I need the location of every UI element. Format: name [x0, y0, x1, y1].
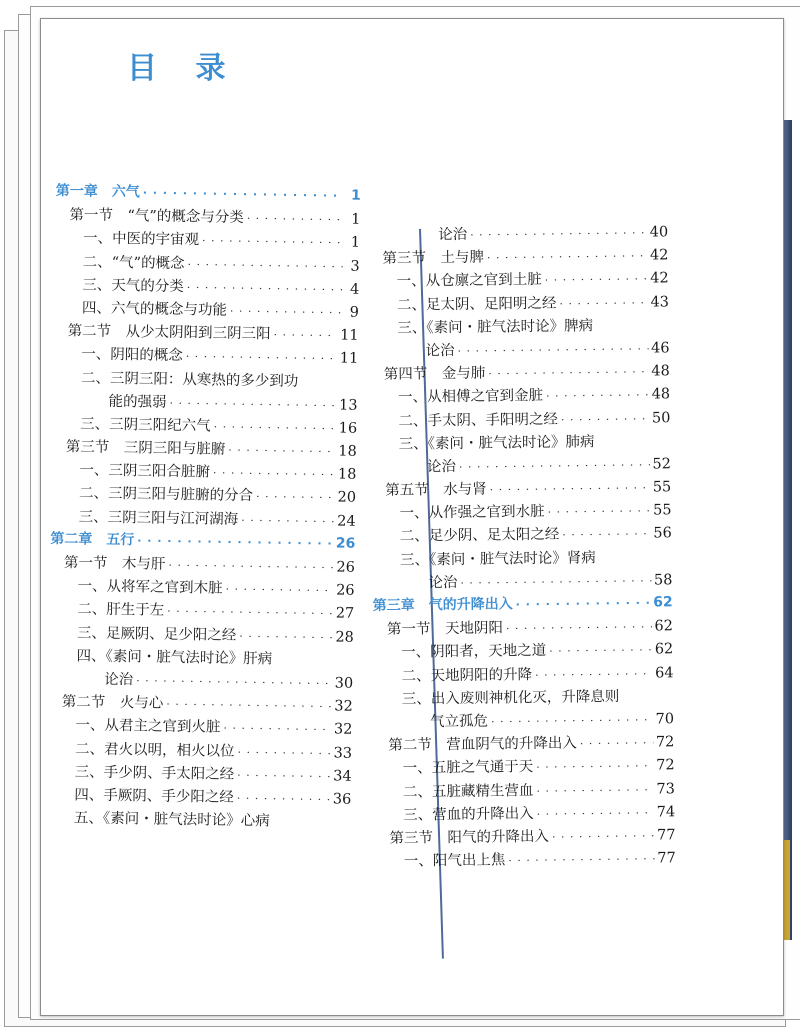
toc-leader-dots [508, 853, 654, 868]
toc-page-number: 28 [335, 629, 354, 646]
toc-entry-title: 四、六气的概念与功能 [81, 300, 228, 319]
toc-page-number: 40 [649, 224, 669, 241]
toc-leader-dots [487, 250, 647, 265]
toc-entry-title: 二、三阴三阳与脏腑的分合 [78, 485, 254, 505]
toc-leader-dots [559, 296, 647, 310]
toc-entry-title: 论治 [104, 671, 134, 689]
toc-entry-title: 第三节 阳气的升降出入 [389, 828, 550, 847]
toc-leader-dots [545, 273, 648, 287]
toc-leader-dots [247, 212, 344, 227]
toc-leader-dots [490, 482, 650, 497]
toc-page-number: 32 [333, 721, 353, 739]
toc-left-column [46, 180, 361, 834]
toc-page-number: 4 [349, 281, 360, 298]
toc-page-number: 73 [656, 780, 676, 798]
toc-entry-title: 三、三阴三阳与江河湖海 [78, 509, 239, 528]
toc-entry-title: 第三节 土与脾 [382, 249, 485, 268]
toc-page-number: 18 [338, 443, 357, 460]
toc-entry-title: 一、中医的宇宙观 [82, 230, 200, 249]
toc-page-number: 62 [653, 594, 673, 611]
toc-entry-title: 三、出入废则神机化灭，升降息则 [401, 688, 620, 708]
toc-entry-title: 气立孤危 [429, 713, 489, 731]
toc-leader-dots [228, 444, 335, 459]
toc-entry-title: 一、从相傅之官到金脏 [398, 388, 544, 406]
toc-entry-title: 第一节 木与肝 [63, 555, 166, 573]
toc-page-number: 24 [337, 513, 356, 530]
toc-right-column [368, 220, 676, 873]
toc-leader-dots [506, 621, 652, 636]
toc-leader-dots [546, 389, 649, 403]
toc-page-number: 77 [657, 850, 676, 867]
toc-page-number: 62 [654, 641, 674, 658]
toc-leader-dots [187, 281, 343, 296]
toc-entry-title: 一、阴阳者，天地之道 [401, 643, 547, 662]
toc-leader-dots [202, 235, 343, 250]
toc-entry-title: 一、从作强之官到水脏 [399, 504, 545, 522]
page-title: 目 录 [127, 51, 240, 86]
toc-entry[interactable] [46, 806, 351, 834]
toc-leader-dots [491, 713, 653, 728]
toc-leader-dots [549, 644, 652, 658]
toc-entry-title: 二、君火以明，相火以位 [74, 740, 235, 760]
toc-entry-title: 二、足少阴、足太阳之经 [399, 527, 560, 546]
toc-entry-title: 二、肝生于左 [77, 601, 165, 620]
toc-entry-title: 一、五脏之气通于天 [402, 759, 534, 777]
toc-entry-title: 第二节 从少太阴阳到三阴三阳 [67, 323, 271, 343]
toc-page-number: 13 [338, 397, 358, 414]
toc-entry-title: 一、从君主之官到火脏 [75, 717, 221, 736]
toc-page-number: 1 [350, 187, 361, 204]
toc-leader-dots [561, 412, 649, 426]
toc-page-number: 43 [650, 293, 670, 311]
toc-leader-dots [168, 559, 333, 575]
toc-entry-title: 三、《素问・脏气法时论》脾病 [397, 318, 594, 337]
toc-entry-title: 一、三阴三阳合脏腑 [79, 462, 211, 481]
toc-page-number: 36 [332, 791, 352, 808]
toc-leader-dots [186, 350, 337, 365]
toc-entry-title: 第一章 六气 [55, 182, 140, 201]
toc-entry-title: 第五节 水与肾 [385, 481, 487, 499]
toc-entry-title: 论治 [425, 342, 455, 360]
toc-page-number: 42 [650, 270, 669, 287]
toc-entry-title: 论治 [426, 458, 457, 476]
toc-leader-dots [230, 305, 342, 320]
toc-leader-dots [214, 420, 336, 435]
toc-entry-title: 二、三阴三阳：从寒热的多少到功 [80, 369, 299, 390]
toc-page-number: 56 [653, 525, 672, 542]
toc-entry-title: 三、《素问・脏气法时论》肾病 [400, 549, 596, 569]
toc-page-number: 3 [350, 258, 360, 275]
toc-leader-dots [536, 783, 653, 797]
toc-leader-dots [470, 227, 647, 242]
toc-entry[interactable] [376, 846, 676, 873]
toc-entry-title: 三、足厥阴、足少阳之经 [76, 624, 237, 644]
toc-page-number: 42 [649, 247, 669, 264]
toc-page-number: 11 [340, 327, 359, 344]
toc-entry-title: 三、三阴三阳纪六气 [80, 416, 211, 435]
toc-entry-title: 论治 [428, 574, 458, 592]
toc-entry-title: 第二节 营血阴气的升降出入 [388, 735, 577, 754]
toc-entry-title: 第二章 五行 [50, 530, 135, 549]
toc-leader-dots [237, 745, 330, 759]
toc-page-number: 48 [651, 386, 671, 403]
toc-leader-dots [273, 329, 337, 343]
toc-entry-title: 第三节 三阴三阳与脏腑 [65, 439, 226, 458]
toc-page-number: 32 [334, 698, 353, 715]
toc-page-number: 46 [650, 340, 670, 357]
toc-entry-title: 论治 [438, 226, 468, 244]
toc-entry-title: 第一节 “气”的概念与分类 [69, 207, 244, 227]
toc-leader-dots [225, 583, 333, 598]
toc-entry-title: 三、《素问・脏气法时论》肺病 [398, 433, 595, 453]
toc-entry-title: 第三章 气的升降出入 [372, 596, 513, 614]
toc-page-number: 1 [350, 235, 361, 252]
toc-entry-title: 二、手太阴、手阳明之经 [398, 411, 558, 430]
toc-entry-title: 三、营血的升降出入 [403, 805, 534, 824]
toc-page-number: 1 [351, 211, 361, 228]
toc-page-number: 26 [336, 559, 356, 576]
toc-page-number: 26 [335, 535, 356, 552]
toc-page-number: 33 [333, 744, 353, 762]
toc-leader-dots [535, 667, 652, 681]
toc-leader-dots [537, 806, 654, 820]
toc-leader-dots [457, 343, 648, 358]
toc-page-number: 34 [333, 768, 352, 785]
toc-entry-title: 二、足太阴、足阳明之经 [396, 295, 557, 314]
toc-page-number: 55 [652, 479, 672, 496]
toc-entry-title: 第四节 金与肺 [383, 365, 486, 383]
toc-leader-dots [239, 629, 332, 643]
toc-leader-dots [460, 574, 651, 589]
toc-leader-dots [137, 534, 333, 550]
toc-entry-title: 一、阳气出上焦 [403, 852, 506, 870]
toc-leader-dots [223, 722, 331, 737]
toc-entry-title: 一、从仓廪之官到土脏 [396, 272, 542, 291]
toc-entry-title: 三、手少阴、手太阳之经 [74, 764, 235, 783]
toc-entry-title: 第一节 天地阴阳 [386, 620, 504, 638]
toc-page-number: 58 [653, 572, 673, 589]
toc-leader-dots [237, 792, 330, 806]
toc-page-number: 27 [335, 605, 355, 623]
toc-page-number: 64 [654, 664, 674, 682]
toc-leader-dots [516, 597, 651, 612]
toc-entry-title: 一、从将军之官到木脏 [77, 578, 223, 597]
toc-leader-dots [488, 366, 648, 381]
toc-leader-dots [166, 698, 331, 714]
toc-leader-dots [241, 514, 334, 528]
toc-entry-title: 一、阴阳的概念 [81, 346, 183, 365]
toc-leader-dots [547, 505, 650, 519]
toc-leader-dots [237, 769, 330, 783]
toc-page-number: 26 [336, 582, 355, 599]
toc-leader-dots [169, 396, 336, 412]
toc-page-number: 9 [349, 304, 360, 321]
toc-page-number: 30 [334, 675, 354, 692]
toc-page-number: 11 [339, 350, 359, 368]
toc-leader-dots [187, 258, 342, 273]
toc-entry-title: 三、天气的分类 [82, 277, 184, 295]
toc-leader-dots [256, 491, 335, 505]
toc-leader-dots [167, 605, 333, 621]
toc-leader-dots [213, 467, 335, 482]
toc-leader-dots [580, 737, 653, 751]
toc-page-number: 74 [656, 803, 676, 821]
toc-leader-dots [143, 186, 344, 202]
toc-entry-title: 二、五脏藏精生营血 [402, 782, 534, 801]
toc-leader-dots [536, 760, 653, 774]
toc-entry-title: 四、《素问・脏气法时论》肝病 [76, 648, 273, 668]
toc-page-number: 52 [652, 456, 672, 473]
toc-entry-title: 五、《素问・脏气法时论》心病 [73, 810, 270, 830]
toc-leader-dots [136, 674, 332, 690]
toc-page-number: 72 [655, 734, 675, 751]
toc-page-number: 62 [654, 618, 674, 635]
toc-entry-title: 二、“气”的概念 [82, 253, 185, 272]
toc-page-number: 72 [656, 757, 675, 774]
toc-leader-dots [562, 528, 650, 542]
toc-leader-dots [459, 458, 650, 473]
toc-page-number: 77 [656, 827, 676, 844]
toc-entry-title: 能的强弱 [108, 393, 167, 411]
toc-page-number: 70 [655, 711, 675, 728]
toc-page-number: 55 [652, 502, 672, 519]
toc-page-number: 48 [651, 363, 670, 380]
toc-entry-title: 二、天地阴阳的升降 [401, 666, 533, 685]
toc-leader-dots [552, 829, 654, 843]
toc-page-number: 50 [651, 409, 671, 427]
toc-page-number: 16 [338, 420, 358, 437]
toc-page-number: 18 [337, 466, 357, 484]
toc-entry-title: 第二节 火与心 [61, 694, 164, 712]
toc-page-number: 20 [337, 489, 357, 507]
toc-entry-title: 四、手厥阴、手少阳之经 [74, 787, 234, 806]
